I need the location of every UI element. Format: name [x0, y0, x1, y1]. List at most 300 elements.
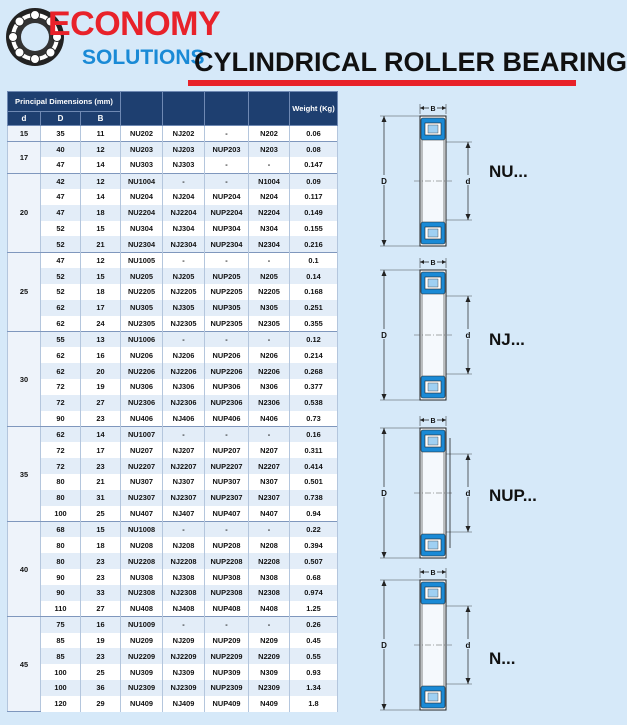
- table-row: [8, 347, 338, 363]
- cell-weight: 0.06: [290, 126, 338, 142]
- table-row: [8, 221, 338, 237]
- cell-nup: NUP207: [205, 442, 249, 458]
- cell-nj: -: [163, 427, 205, 443]
- cell-n: N2308: [249, 585, 290, 601]
- cell-outer-D: 80: [41, 553, 81, 569]
- cell-width-B: 13: [81, 331, 121, 347]
- cell-nu: NU308: [121, 569, 163, 585]
- cell-n: N306: [249, 379, 290, 395]
- cell-nj: NJ406: [163, 411, 205, 427]
- header-d: d: [8, 112, 41, 126]
- table-row: [8, 553, 338, 569]
- cell-nu: NU205: [121, 268, 163, 284]
- table-row: [8, 236, 338, 252]
- cell-width-B: 27: [81, 395, 121, 411]
- cell-weight: 0.09: [290, 173, 338, 189]
- cell-n: N2208: [249, 553, 290, 569]
- cell-nu: NU304: [121, 221, 163, 237]
- cell-width-B: 15: [81, 268, 121, 284]
- cell-weight: 1.25: [290, 601, 338, 617]
- cell-nj: NJ2306: [163, 395, 205, 411]
- cell-width-B: 18: [81, 205, 121, 221]
- cell-nj: NJ207: [163, 442, 205, 458]
- cell-weight: 0.26: [290, 617, 338, 633]
- cell-width-B: 18: [81, 537, 121, 553]
- cell-nj: NJ2206: [163, 363, 205, 379]
- cell-nu: NU203: [121, 141, 163, 157]
- cell-nj: NJ303: [163, 157, 205, 173]
- cell-nu: NU306: [121, 379, 163, 395]
- cell-outer-D: 62: [41, 363, 81, 379]
- cell-nu: NU2309: [121, 680, 163, 696]
- cell-weight: 0.974: [290, 585, 338, 601]
- table-row: [8, 284, 338, 300]
- cell-nu: NU407: [121, 506, 163, 522]
- cell-weight: 0.22: [290, 522, 338, 538]
- cell-width-B: 23: [81, 553, 121, 569]
- cell-n: -: [249, 427, 290, 443]
- cell-n: N307: [249, 474, 290, 490]
- cell-weight: 0.414: [290, 458, 338, 474]
- cell-weight: 0.216: [290, 236, 338, 252]
- cell-weight: 0.45: [290, 633, 338, 649]
- cell-weight: 0.251: [290, 300, 338, 316]
- cell-nj: -: [163, 617, 205, 633]
- cell-weight: 0.14: [290, 268, 338, 284]
- cell-n: N2206: [249, 363, 290, 379]
- cell-n: -: [249, 252, 290, 268]
- cell-nj: NJ2207: [163, 458, 205, 474]
- cell-nup: NUP406: [205, 411, 249, 427]
- cell-nj: NJ2209: [163, 648, 205, 664]
- table-row: [8, 633, 338, 649]
- cell-weight: 0.311: [290, 442, 338, 458]
- dim-B-label: B: [430, 418, 436, 425]
- diagram-label-nu: NU...: [489, 162, 528, 181]
- cell-n: N208: [249, 537, 290, 553]
- table-row: [8, 379, 338, 395]
- table-row: [8, 648, 338, 664]
- cell-weight: 0.149: [290, 205, 338, 221]
- cell-outer-D: 75: [41, 617, 81, 633]
- cell-nup: NUP307: [205, 474, 249, 490]
- cell-nj: NJ203: [163, 141, 205, 157]
- cell-nu: NU406: [121, 411, 163, 427]
- cell-width-B: 11: [81, 126, 121, 142]
- cell-bore-d: 30: [8, 331, 41, 426]
- bearing-diagram-nup: [379, 416, 472, 558]
- cell-nj: NJ2305: [163, 316, 205, 332]
- cell-nup: NUP407: [205, 506, 249, 522]
- cell-nu: NU1006: [121, 331, 163, 347]
- cell-outer-D: 85: [41, 648, 81, 664]
- cell-outer-D: 72: [41, 395, 81, 411]
- cell-nu: NU209: [121, 633, 163, 649]
- dim-D-label: D: [381, 331, 387, 340]
- cell-nj: NJ204: [163, 189, 205, 205]
- cell-nu: NU206: [121, 347, 163, 363]
- cell-nup: -: [205, 617, 249, 633]
- cell-weight: 0.538: [290, 395, 338, 411]
- table-row: [8, 427, 338, 443]
- cell-n: N2207: [249, 458, 290, 474]
- cell-nup: -: [205, 126, 249, 142]
- cell-nu: NU408: [121, 601, 163, 617]
- cell-n: N305: [249, 300, 290, 316]
- cell-nu: NU1004: [121, 173, 163, 189]
- cell-width-B: 21: [81, 474, 121, 490]
- cell-n: N309: [249, 664, 290, 680]
- cell-nj: NJ306: [163, 379, 205, 395]
- cell-width-B: 14: [81, 427, 121, 443]
- cell-nj: NJ308: [163, 569, 205, 585]
- cell-nup: NUP2306: [205, 395, 249, 411]
- cell-outer-D: 90: [41, 411, 81, 427]
- table-row: [8, 331, 338, 347]
- table-row: [8, 173, 338, 189]
- cell-outer-D: 42: [41, 173, 81, 189]
- table-row: [8, 601, 338, 617]
- cell-nup: NUP308: [205, 569, 249, 585]
- table-row: [8, 141, 338, 157]
- cell-nj: -: [163, 252, 205, 268]
- brand-name-top: ECONOMY: [48, 5, 221, 43]
- cell-width-B: 31: [81, 490, 121, 506]
- bearing-diagrams: [340, 90, 576, 720]
- cell-nu: NU2304: [121, 236, 163, 252]
- header: [0, 0, 627, 90]
- table-row: [8, 474, 338, 490]
- table-row: [8, 585, 338, 601]
- cell-outer-D: 52: [41, 284, 81, 300]
- table-row: [8, 537, 338, 553]
- dim-D-label: D: [381, 489, 387, 498]
- cell-nj: NJ2308: [163, 585, 205, 601]
- header-principal-dimensions: Principal Dimensions (mm): [8, 92, 121, 112]
- table-row: [8, 252, 338, 268]
- cell-n: N304: [249, 221, 290, 237]
- cell-nu: NU305: [121, 300, 163, 316]
- cell-nu: NU1008: [121, 522, 163, 538]
- cell-n: N406: [249, 411, 290, 427]
- dim-B-label: B: [430, 260, 436, 267]
- cell-width-B: 14: [81, 157, 121, 173]
- cell-nup: NUP2305: [205, 316, 249, 332]
- table-row: [8, 395, 338, 411]
- cell-outer-D: 62: [41, 347, 81, 363]
- cell-nup: NUP2209: [205, 648, 249, 664]
- cell-nu: NU2207: [121, 458, 163, 474]
- cell-n: N207: [249, 442, 290, 458]
- table-row: [8, 411, 338, 427]
- bearing-diagram-nu: [379, 104, 472, 246]
- cell-outer-D: 90: [41, 585, 81, 601]
- cell-nup: -: [205, 252, 249, 268]
- cell-nup: -: [205, 173, 249, 189]
- cell-nup: NUP2304: [205, 236, 249, 252]
- cell-weight: 0.214: [290, 347, 338, 363]
- cell-nup: NUP2308: [205, 585, 249, 601]
- dim-d-label: d: [465, 489, 471, 498]
- cell-outer-D: 120: [41, 696, 81, 712]
- cell-width-B: 29: [81, 696, 121, 712]
- cell-n: N409: [249, 696, 290, 712]
- cell-nj: -: [163, 522, 205, 538]
- cell-outer-D: 110: [41, 601, 81, 617]
- cell-weight: 0.08: [290, 141, 338, 157]
- cell-nup: NUP2207: [205, 458, 249, 474]
- cell-weight: 0.377: [290, 379, 338, 395]
- cell-nup: NUP2208: [205, 553, 249, 569]
- cell-n: N308: [249, 569, 290, 585]
- dim-d-label: d: [465, 641, 471, 650]
- cell-nu: NU204: [121, 189, 163, 205]
- cell-weight: 0.168: [290, 284, 338, 300]
- diagrams-panel: [340, 90, 576, 720]
- dim-D-label: D: [381, 177, 387, 186]
- cell-outer-D: 100: [41, 506, 81, 522]
- cell-nj: NJ2309: [163, 680, 205, 696]
- cell-nj: NJ2208: [163, 553, 205, 569]
- cell-bore-d: 45: [8, 617, 41, 712]
- table-row: [8, 490, 338, 506]
- cell-nu: NU202: [121, 126, 163, 142]
- cell-nj: NJ408: [163, 601, 205, 617]
- header-B: B: [81, 112, 121, 126]
- cell-nup: NUP206: [205, 347, 249, 363]
- cell-outer-D: 68: [41, 522, 81, 538]
- cell-nj: NJ2307: [163, 490, 205, 506]
- table-row: [8, 205, 338, 221]
- table-row: [8, 617, 338, 633]
- cell-nj: NJ305: [163, 300, 205, 316]
- cell-width-B: 23: [81, 569, 121, 585]
- header-blank-nup: [205, 92, 249, 126]
- cell-nj: NJ2304: [163, 236, 205, 252]
- header-blank-n: [249, 92, 290, 126]
- cell-nup: NUP2206: [205, 363, 249, 379]
- cell-width-B: 21: [81, 236, 121, 252]
- cell-weight: 0.268: [290, 363, 338, 379]
- cell-nup: NUP2204: [205, 205, 249, 221]
- dim-d-label: d: [465, 331, 471, 340]
- cell-weight: 0.501: [290, 474, 338, 490]
- cell-nu: NU208: [121, 537, 163, 553]
- cell-nu: NU2306: [121, 395, 163, 411]
- cell-nj: NJ304: [163, 221, 205, 237]
- cell-width-B: 23: [81, 648, 121, 664]
- dim-d-label: d: [465, 177, 471, 186]
- cell-nu: NU2209: [121, 648, 163, 664]
- cell-nj: NJ2205: [163, 284, 205, 300]
- cell-nu: NU2204: [121, 205, 163, 221]
- cell-nup: NUP309: [205, 664, 249, 680]
- cell-n: -: [249, 522, 290, 538]
- cell-outer-D: 100: [41, 680, 81, 696]
- cell-n: -: [249, 331, 290, 347]
- cell-width-B: 16: [81, 347, 121, 363]
- diagram-label-nj: NJ...: [489, 330, 525, 349]
- cell-nu: NU309: [121, 664, 163, 680]
- dim-B-label: B: [430, 106, 436, 113]
- cell-nj: NJ309: [163, 664, 205, 680]
- cell-outer-D: 62: [41, 427, 81, 443]
- cell-weight: 0.738: [290, 490, 338, 506]
- table-row: [8, 268, 338, 284]
- table-row: [8, 189, 338, 205]
- cell-nj: NJ208: [163, 537, 205, 553]
- table-row: [8, 506, 338, 522]
- cell-n: N408: [249, 601, 290, 617]
- cell-bore-d: 25: [8, 252, 41, 331]
- cell-bore-d: 17: [8, 141, 41, 173]
- cell-nj: -: [163, 173, 205, 189]
- cell-n: N203: [249, 141, 290, 157]
- cell-weight: 0.1: [290, 252, 338, 268]
- cell-width-B: 25: [81, 506, 121, 522]
- table-row: [8, 157, 338, 173]
- bearing-diagram-n: [379, 568, 472, 710]
- cell-nj: NJ2204: [163, 205, 205, 221]
- cell-nup: NUP304: [205, 221, 249, 237]
- cell-outer-D: 47: [41, 205, 81, 221]
- cell-outer-D: 72: [41, 442, 81, 458]
- cell-outer-D: 47: [41, 157, 81, 173]
- cell-outer-D: 55: [41, 331, 81, 347]
- cell-weight: 0.147: [290, 157, 338, 173]
- cell-nj: NJ307: [163, 474, 205, 490]
- cell-n: N209: [249, 633, 290, 649]
- cell-nu: NU1007: [121, 427, 163, 443]
- cell-n: N204: [249, 189, 290, 205]
- table-row: [8, 363, 338, 379]
- cell-nup: -: [205, 427, 249, 443]
- cell-n: N202: [249, 126, 290, 142]
- cell-weight: 0.73: [290, 411, 338, 427]
- cell-bore-d: 15: [8, 126, 41, 142]
- cell-n: N407: [249, 506, 290, 522]
- cell-outer-D: 72: [41, 379, 81, 395]
- cell-nup: NUP2307: [205, 490, 249, 506]
- cell-nu: NU2205: [121, 284, 163, 300]
- cell-n: N2304: [249, 236, 290, 252]
- bearing-diagram-nj: [379, 258, 472, 400]
- cell-n: N2307: [249, 490, 290, 506]
- cell-nup: NUP208: [205, 537, 249, 553]
- cell-width-B: 15: [81, 522, 121, 538]
- cell-nup: NUP209: [205, 633, 249, 649]
- cell-n: N2309: [249, 680, 290, 696]
- cell-nu: NU2308: [121, 585, 163, 601]
- cell-nup: NUP306: [205, 379, 249, 395]
- cell-weight: 1.34: [290, 680, 338, 696]
- cell-width-B: 33: [81, 585, 121, 601]
- cell-nu: NU2208: [121, 553, 163, 569]
- cell-weight: 0.68: [290, 569, 338, 585]
- cell-nup: NUP204: [205, 189, 249, 205]
- cell-outer-D: 90: [41, 569, 81, 585]
- cell-n: N2305: [249, 316, 290, 332]
- cell-nu: NU307: [121, 474, 163, 490]
- cell-weight: 0.16: [290, 427, 338, 443]
- dim-D-label: D: [381, 641, 387, 650]
- cell-nu: NU1009: [121, 617, 163, 633]
- cell-n: N205: [249, 268, 290, 284]
- cell-nup: NUP205: [205, 268, 249, 284]
- cell-width-B: 19: [81, 633, 121, 649]
- cell-outer-D: 47: [41, 252, 81, 268]
- cell-bore-d: 40: [8, 522, 41, 617]
- table-row: [8, 522, 338, 538]
- cell-nu: NU303: [121, 157, 163, 173]
- table-row: [8, 664, 338, 680]
- cell-outer-D: 80: [41, 474, 81, 490]
- cell-nu: NU409: [121, 696, 163, 712]
- cell-nj: NJ206: [163, 347, 205, 363]
- cell-outer-D: 100: [41, 664, 81, 680]
- cell-n: N2204: [249, 205, 290, 221]
- cell-nu: NU2305: [121, 316, 163, 332]
- cell-outer-D: 62: [41, 300, 81, 316]
- cell-n: N1004: [249, 173, 290, 189]
- cell-outer-D: 52: [41, 236, 81, 252]
- cell-width-B: 17: [81, 300, 121, 316]
- cell-width-B: 19: [81, 379, 121, 395]
- page-title: CYLINDRICAL ROLLER BEARING: [194, 47, 627, 77]
- cell-n: N206: [249, 347, 290, 363]
- header-D: D: [41, 112, 81, 126]
- cell-nup: NUP2309: [205, 680, 249, 696]
- cell-width-B: 27: [81, 601, 121, 617]
- table-body: [8, 126, 338, 712]
- cell-nj: NJ407: [163, 506, 205, 522]
- cell-n: N2205: [249, 284, 290, 300]
- cell-weight: 0.394: [290, 537, 338, 553]
- dim-B-label: B: [430, 570, 436, 577]
- table-row: [8, 316, 338, 332]
- cell-n: -: [249, 617, 290, 633]
- table-row: [8, 458, 338, 474]
- cell-nj: -: [163, 331, 205, 347]
- brand-name-bottom: SOLUTIONS: [82, 46, 205, 69]
- header-weight: Weight (Kg): [290, 92, 338, 126]
- table-row: [8, 696, 338, 712]
- cell-width-B: 20: [81, 363, 121, 379]
- cell-bore-d: 20: [8, 173, 41, 252]
- cell-nup: -: [205, 331, 249, 347]
- cell-outer-D: 80: [41, 537, 81, 553]
- cell-nup: -: [205, 522, 249, 538]
- cell-nj: NJ409: [163, 696, 205, 712]
- table-row: [8, 442, 338, 458]
- table-row: [8, 126, 338, 142]
- cell-nu: NU2307: [121, 490, 163, 506]
- cell-weight: 0.355: [290, 316, 338, 332]
- cell-bore-d: 35: [8, 427, 41, 522]
- header-blank-nu: [121, 92, 163, 126]
- cell-outer-D: 47: [41, 189, 81, 205]
- bearing-table: [7, 91, 337, 712]
- cell-nup: -: [205, 157, 249, 173]
- cell-nup: NUP2205: [205, 284, 249, 300]
- title-underline: [188, 80, 576, 86]
- cell-outer-D: 72: [41, 458, 81, 474]
- cell-weight: 0.55: [290, 648, 338, 664]
- cell-width-B: 23: [81, 411, 121, 427]
- cell-width-B: 15: [81, 221, 121, 237]
- cell-nj: NJ202: [163, 126, 205, 142]
- cell-weight: 0.93: [290, 664, 338, 680]
